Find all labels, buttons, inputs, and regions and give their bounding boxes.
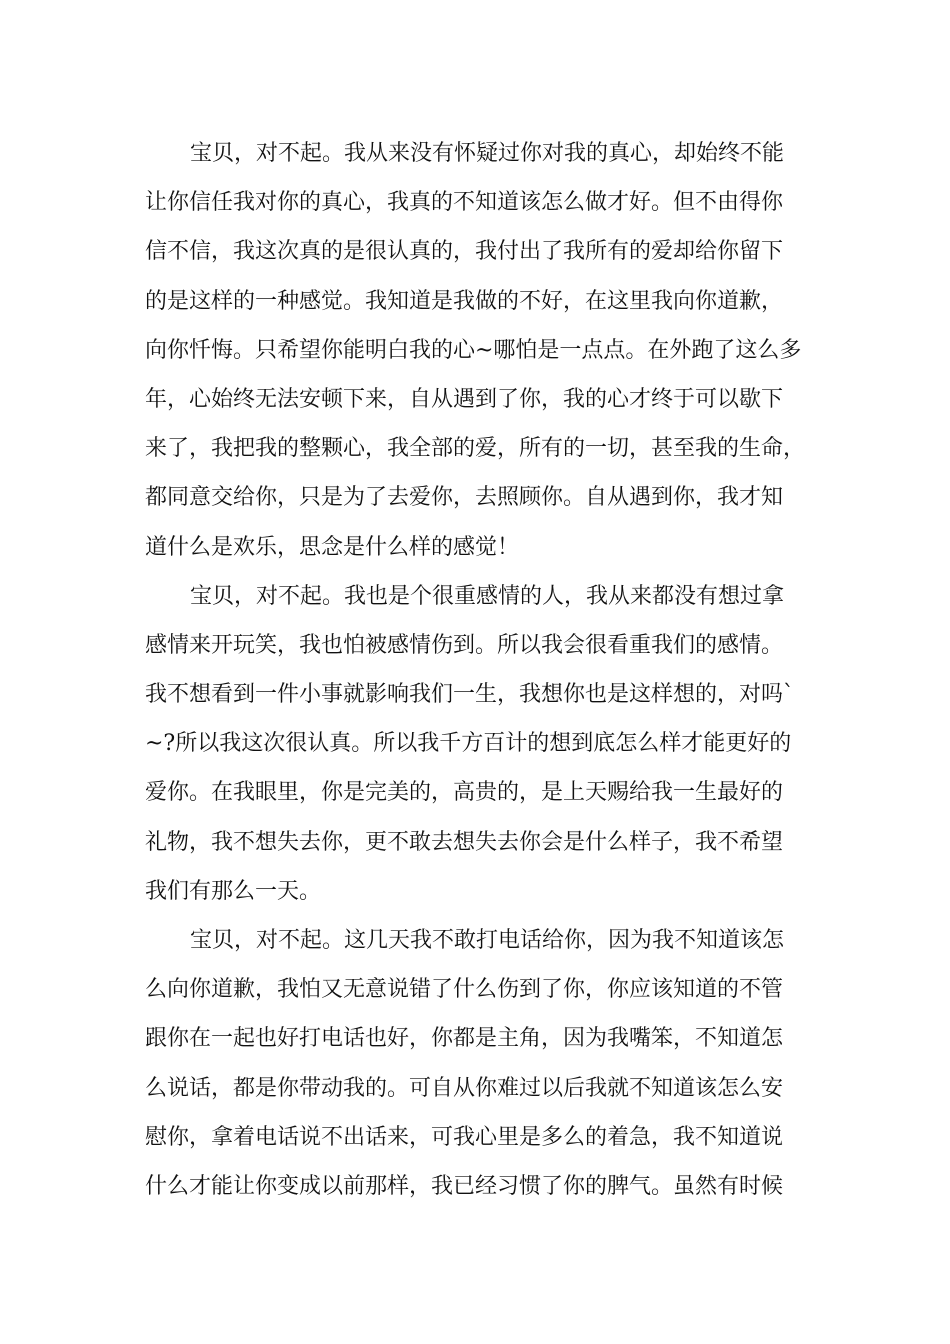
text-line: 宝贝，对不起。这几天我不敢打电话给你，因为我不知道该怎: [190, 928, 785, 953]
text-line: 感情来开玩笑，我也怕被感情伤到。所以我会很看重我们的感情。: [145, 632, 784, 658]
text-line: 礼物，我不想失去你，更不敢去想失去你会是什么样子，我不希望: [145, 829, 784, 855]
text-line: 什么才能让你变成以前那样，我已经习惯了你的脾气。虽然有时候: [145, 1173, 784, 1199]
text-line: 都同意交给你，只是为了去爱你，去照顾你。自从遇到你，我才知: [145, 485, 784, 511]
text-line: 宝贝，对不起。我从来没有怀疑过你对我的真心，却始终不能: [190, 141, 785, 166]
letter-body: [145, 129, 825, 1211]
text-line: 我不想看到一件小事就影响我们一生，我想你也是这样想的，对吗`: [145, 682, 795, 708]
text-line: 来了，我把我的整颗心，我全部的爱，所有的一切，甚至我的生命，: [145, 436, 806, 462]
text-line: 慰你，拿着电话说不出话来，可我心里是多么的着急，我不知道说: [145, 1124, 784, 1150]
text-line: 让你信任我对你的真心，我真的不知道该怎么做才好。但不由得你: [145, 190, 784, 216]
text-line: 跟你在一起也好打电话也好，你都是主角，因为我嘴笨，不知道怎: [145, 1026, 784, 1052]
text-line: 的是这样的一种感觉。我知道是我做的不好，在这里我向你道歉，: [145, 288, 784, 314]
text-line: 我们有那么一天。: [145, 878, 322, 904]
text-line: 年，心始终无法安顿下来，自从遇到了你，我的心才终于可以歇下: [145, 386, 784, 412]
text-line: 爱你。在我眼里，你是完美的，高贵的，是上天赐给我一生最好的: [145, 780, 784, 806]
text-line: ~?所以我这次很认真。所以我千方百计的想到底怎么样才能更好的: [145, 731, 792, 757]
text-line: 道什么是欢乐，思念是什么样的感觉！: [145, 534, 520, 560]
text-line: 信不信，我这次真的是很认真的，我付出了我所有的爱却给你留下: [145, 239, 784, 265]
text-line: 宝贝，对不起。我也是个很重感情的人，我从来都没有想过拿: [190, 583, 785, 609]
text-line: 么说话，都是你带动我的。可自从你难过以后我就不知道该怎么安: [145, 1075, 784, 1101]
text-line: 么向你道歉，我怕又无意说错了什么伤到了你，你应该知道的不管: [145, 977, 784, 1003]
text-line: 向你忏悔。只希望你能明白我的心~哪怕是一点点。在外跑了这么多: [145, 337, 802, 363]
